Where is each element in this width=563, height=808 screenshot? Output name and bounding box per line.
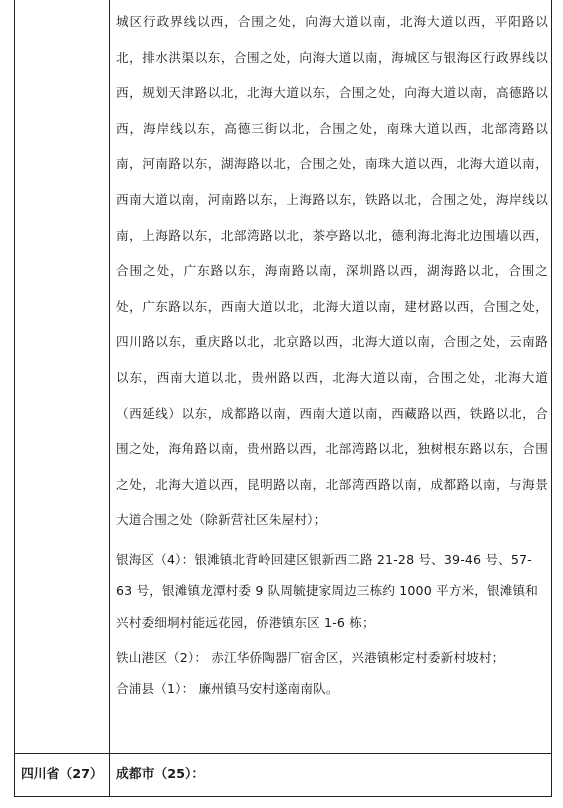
tieshan-paragraph: 铁山港区（2）： 赤江华侨陶器厂宿舍区，兴港镇彬定村委新村坡村；	[116, 650, 505, 666]
city-cell: 成都市（25）：	[116, 767, 205, 782]
column-divider	[109, 0, 110, 796]
main-paragraph: 城区行政界线以西，合围之处，向海大道以南，北海大道以西，平阳路以北，排水洪渠以东，合围之处，向海大道以南，海城区与银海区行政界线以西，规划天津路以北，北海大道以东，合围之处，向海大道以南，高德路以西，海岸线以东，高德三街以北，合围之处，南珠大道以西，北部湾路以南，河南路以东，湖海路以北，合围之处，南珠大道以西，北海大道以南，西南大道以南，河南路以东，上海路以东，铁路以北，合围之处，海岸线以南，上海路以东，北部湾路以北，茶亭路以北，德利海北海北边围墙以西，合围之处，广东路以东，海南路以南，深圳路以西，湖海路以北，合围之处，广东路以东，西南大道以北，北海大道以南，建材路以西，合围之处，四川路以东，重庆路以北，北京路以西，北海大道以南，合围之处，云南路以东，西南大道以北，贵州路以西，北海大道以南，合围之处，北海大道（西延线）以东，成都路以南，西南大道以南，西藏路以西，铁路以北，合围之处，海角路以南，贵州路以西，北部湾路以北，独树根东路以东，合围之处，北海大道以西，昆明路以南，北部湾西路以南，成都路以南，与海景大道合围之处（除新营社区朱屋村）；	[116, 14, 548, 528]
yinhai-paragraph: 银海区（4）：银滩镇北背岭回建区银新西二路 21-28 号、39-46 号、57-63 号，银滩镇龙潭村委 9 队周毓捷家周边三栋约 1000 平方米，银滩镇和兴村委细垌村能远花园，侨港镇东区 1-6 栋；	[116, 551, 538, 630]
region-table	[14, 0, 552, 797]
content-cell	[116, 4, 548, 704]
province-cell: 四川省（27）	[21, 767, 103, 782]
hepu-paragraph: 合浦县（1）： 廉州镇马安村遂南南队。	[116, 681, 339, 697]
